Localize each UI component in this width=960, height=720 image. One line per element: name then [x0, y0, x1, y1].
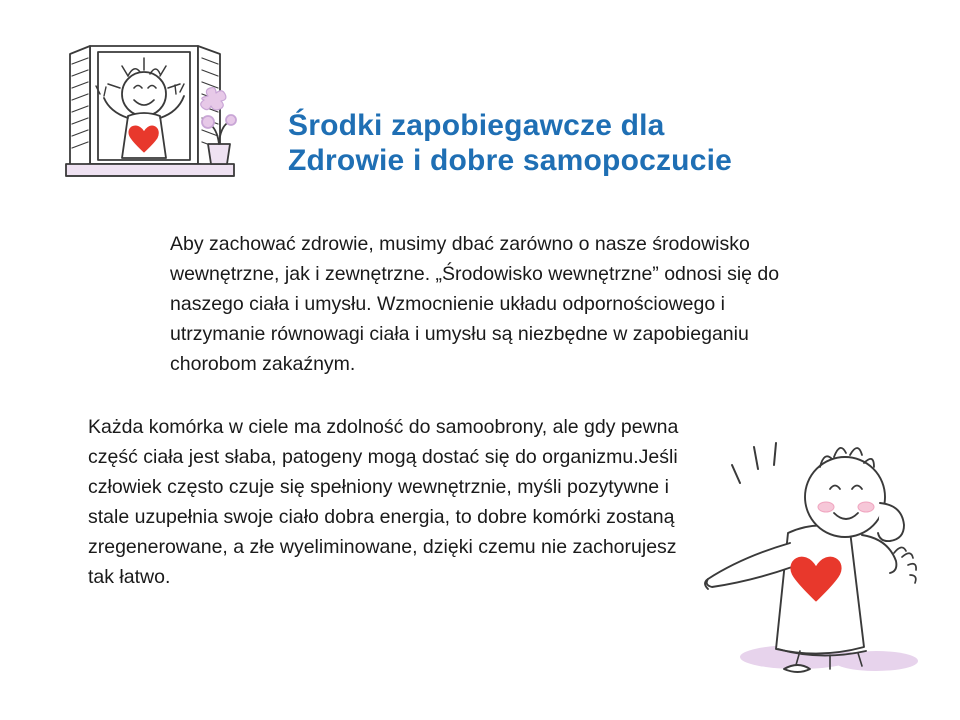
body-paragraph-1: Aby zachować zdrowie, musimy dbać zarówno o nasze środowisko wewnętrzne, jak i zewnętrzne. „Środowisko wewnętrzne” odnosi się do naszego ciała i umysłu. Wzmocnienie układu odpornościowego i utrzymanie równowagi ciała i umysłu są niezbędne w zapobieganiu chorobom zakaźnym. [170, 233, 780, 375]
page-title [288, 108, 908, 178]
person-with-heart-illustration [680, 425, 945, 690]
body-paragraph-2: Każda komórka w ciele ma zdolność do samoobrony, ale gdy pewna część ciała jest słaba, patogeny mogą dostać się do organizmu.Jeśli człowiek często czuje się spełniony wewnętrznie, myśli pozytywne i stale uzupełnia swoje ciało dobra energia, to dobre komórki zostaną zregenerowane, a złe wyeliminowane, dzięki czemu nie zachorujesz tak łatwo. [88, 416, 679, 588]
title-line-1: Środki zapobiegawcze dla [288, 109, 665, 142]
open-window-sunrise-illustration [58, 36, 248, 211]
title-line-2: Zdrowie i dobre samopoczucie [288, 144, 733, 177]
